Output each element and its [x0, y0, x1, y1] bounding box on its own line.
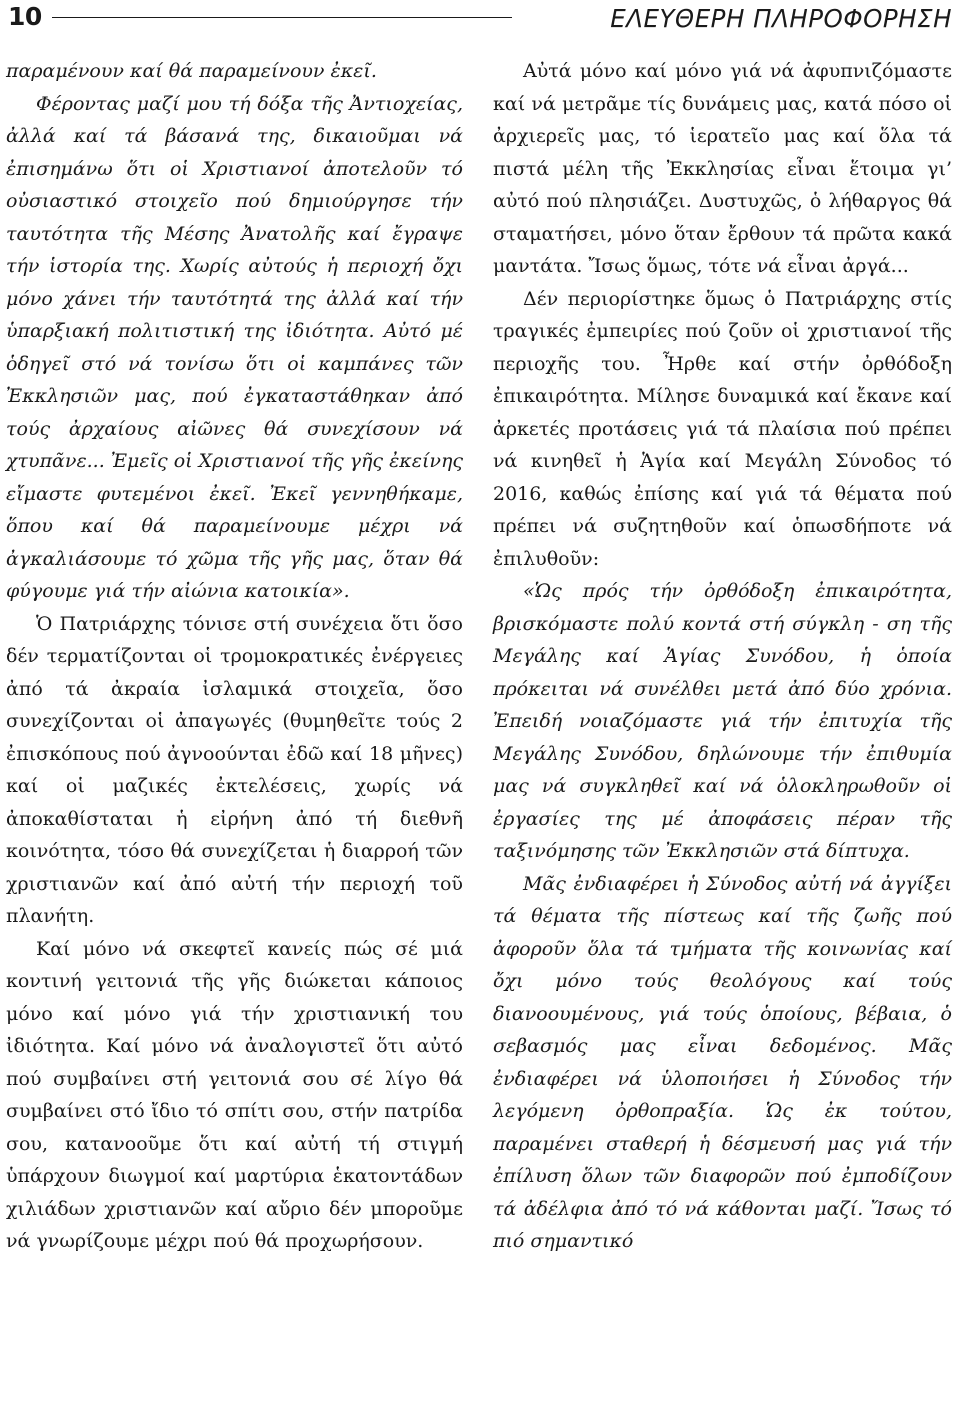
article-paragraph: Καί μόνο νά σκεφτεῖ κανείς πώς σέ μιά κοντινή γειτονιά τῆς γῆς διώκεται κάποιος μόνο καί μόνο γιά τήν χριστιανική του ἰδιότητα. Καί μόνο νά ἀναλογιστεῖ ὅτι αὐτό πού συμβαίνει στή γειτονιά σου σέ λίγο θά συμβαίνει στό ἴδιο τό σπίτι σου, στήν πατρίδα σου, κατανοοῦμε ὅτι καί αὐτή τή στιγμή ὑπάρχουν διωγμοί καί μαρτύρια ἑκατοντάδων χιλιάδων χριστιανῶν καί αὔριο δέν μποροῦμε νά γνωρίζουμε μέχρι πού θά προχωρήσουν.: [6, 937, 463, 1252]
right-column: [493, 55, 952, 1258]
running-title: ΕΛΕΥΘΕΡΗ ΠΛΗΡΟΦΟΡΗΣΗ: [610, 4, 952, 33]
article-paragraph: «Ὡς πρός τήν ὀρθόδοξη ἐπικαιρότητα, βρισκόμαστε πολύ κοντά στή σύγκλη - ση τῆς Μεγάλης καί Ἁγίας Συνόδου, ἡ ὁποία πρόκειται νά συνέλθει μετά ἀπό δύο χρόνια. Ἐπειδή νοιαζόμαστε γιά τήν ἐπιτυχία τῆς Μεγάλης Συνόδου, δηλώνουμε τήν ἐπιθυμία μας νά συγκληθεῖ καί νά ὁλοκληρωθοῦν οἱ ἐργασίες της μέ ἀποφάσεις πέραν τῆς ταξινόμησης τῶν Ἐκκλησιῶν στά δίπτυχα.: [493, 580, 952, 862]
page-header: [0, 0, 960, 40]
header-rule: [52, 17, 512, 18]
article-paragraph: Μᾶς ἐνδιαφέρει ἡ Σύνοδος αὐτή νά ἀγγίξει τά θέματα τῆς πίστεως καί τῆς ζωῆς πού ἀφοροῦν ὅλα τά τμήματα τῆς κοινωνίας καί ὄχι μόνο τούς θεολόγους καί τούς διανοουμένους, γιά τούς ὁποίους, βέβαια, ὁ σεβασμός μας εἶναι δεδομένος. Μᾶς ἐνδιαφέρει νά ὑλοποιήσει ἡ Σύνοδος τήν λεγόμενη ὀρθοπραξία. Ὡς ἐκ τούτου, παραμένει σταθερή ἡ δέσμευσή μας γιά τήν ἐπίλυση ὅλων τῶν διαφορῶν πού ἐμποδίζουν τά ἀδέλφια ἀπό τό νά κάθονται μαζί. Ἴσως τό πιό σημαντικό: [493, 872, 952, 1252]
page-number: 10: [8, 2, 42, 31]
article-paragraph: Φέροντας μαζί μου τή δόξα τῆς Ἀντιοχείας, ἀλλά καί τά βάσανά της, δικαιοῦμαι νά ἐπισημάνω ὅτι οἱ Χριστιανοί ἀποτελοῦν τό οὐσιαστικό στοιχεῖο πού δημιούργησε τήν ταυτότητα τῆς Μέσης Ἀνατολῆς καί ἔγραψε τήν ἱστορία της. Χωρίς αὐτούς ἡ περιοχή ὄχι μόνο χάνει τήν ταυτότητά της ἀλλά καί τήν ὑπαρξιακή πολιτιστική της ἰδιότητα. Αὐτό μέ ὁδηγεῖ στό νά τονίσω ὅτι οἱ καμπάνες τῶν Ἐκκλησιῶν μας, πού ἐγκαταστάθηκαν ἀπό τούς ἀρχαίους αἰῶνες θά συνεχίσουν νά χτυπᾶνε... Ἐμεῖς οἱ Χριστιανοί τῆς γῆς ἐκείνης εἴμαστε φυτεμένοι ἐκεῖ. Ἐκεῖ γεννηθήκαμε, ὅπου καί θά παραμείνουμε μέχρι νά ἀγκαλιάσουμε τό χῶμα τῆς γῆς μας, ὅταν θά φύγουμε γιά τήν αἰώνια κατοικία».: [6, 92, 463, 602]
article-paragraph: παραμένουν καί θά παραμείνουν ἐκεῖ.: [6, 60, 377, 82]
article-paragraph: Αὐτά μόνο καί μόνο γιά νά ἀφυπνιζόμαστε καί νά μετρᾶμε τίς δυνάμεις μας, κατά πόσο οἱ ἀρχιερεῖς μας, τό ἱερατεῖο μας καί ὅλα τά πιστά μέλη τῆς Ἐκκλησίας εἶναι ἕτοιμα γι’ αὐτό πού πλησιάζει. Δυστυχῶς, ὁ λήθαργος θά σταματήσει, μόνο ὅταν ἔρθουν τά πρῶτα κακά μαντάτα. Ἴσως ὅμως, τότε νά εἶναι ἀργά...: [493, 60, 952, 277]
article-paragraph: Ὁ Πατριάρχης τόνισε στή συνέχεια ὅτι ὅσο δέν τερματίζονται οἱ τρομοκρατικές ἐνέργειες ἀπό τά ἀκραία ἰσλαμικά στοιχεῖα, ὅσο συνεχίζονται οἱ ἀπαγωγές (θυμηθεῖτε τούς 2 ἐπισκόπους πού ἀγνοούνται ἐδῶ καί 18 μῆνες) καί οἱ μαζικές ἐκτελέσεις, χωρίς νά ἀποκαθίσταται ἡ εἰρήνη ἀπό τή διεθνῆ κοινότητα, τόσο θά συνεχίζεται ἡ διαρροή τῶν χριστιανῶν καί ἀπό αὐτή τήν περιοχή τοῦ πλανήτη.: [6, 612, 463, 927]
left-column: [6, 55, 463, 1258]
article-paragraph: Δέν περιορίστηκε ὅμως ὁ Πατριάρχης στίς τραγικές ἐμπειρίες πού ζοῦν οἱ χριστιανοί τῆς περιοχῆς του. Ἦρθε καί στήν ὀρθόδοξη ἐπικαιρότητα. Μίλησε δυναμικά καί ἔκανε καί ἀρκετές προτάσεις γιά τά πλαίσια πού πρέπει νά κινηθεῖ ἡ Ἁγία καί Μεγάλη Σύνοδος τό 2016, καθώς ἐπίσης καί γιά τά θέματα πού πρέπει νά συζητηθοῦν καί ὁπωσδήποτε νά ἐπιλυθοῦν:: [493, 287, 952, 570]
